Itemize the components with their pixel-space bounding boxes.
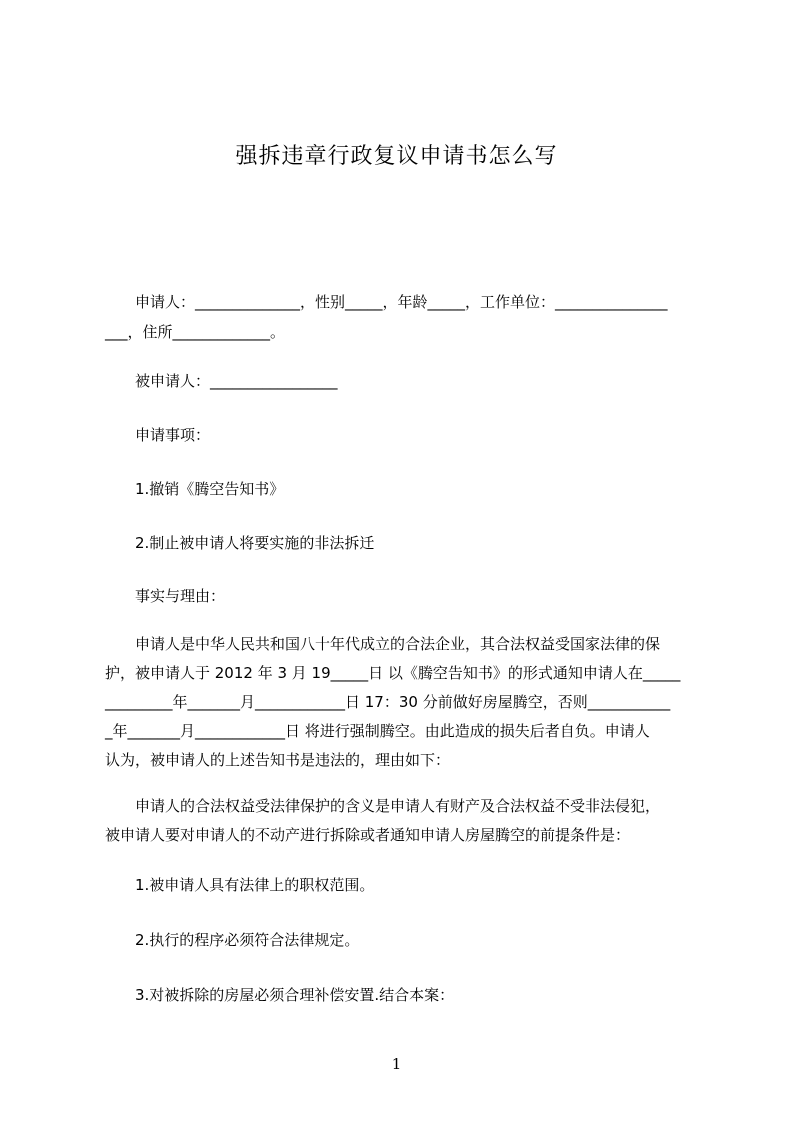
- facts-line-5: 认为，被申请人的上述告知书是违法的，理由如下：: [105, 751, 451, 769]
- facts-line-3: _________年_______月____________日 17：30 分前做好房屋腾空，否则___________: [105, 693, 671, 711]
- matter-item-2: 2.制止被申请人将要实施的非法拆迁: [135, 534, 375, 552]
- facts-heading: 事实与理由：: [135, 587, 226, 605]
- condition-item-1: 1.被申请人具有法律上的职权范围。: [135, 876, 375, 894]
- page-number: 1: [391, 1055, 402, 1073]
- facts-line-1: 申请人是中华人民共和国八十年代成立的合法企业，其合法权益受国家法律的保: [135, 635, 661, 653]
- matters-heading: 申请事项：: [135, 426, 211, 444]
- applicant-line-1: 申请人：______________，性别_____，年龄_____，工作单位：_______________: [135, 293, 668, 311]
- applicant-line-2: ___，住所_____________。: [105, 323, 286, 341]
- respondent-line: 被申请人：_________________: [135, 372, 338, 390]
- rights-line-1: 申请人的合法权益受法律保护的含义是申请人有财产及合法权益不受非法侵犯，: [135, 797, 661, 815]
- applicant-paragraph: [105, 287, 701, 347]
- facts-line-4: _年_______月____________日 将进行强制腾空。由此造成的损失后者自负。申请人: [105, 722, 650, 740]
- condition-item-3: 3.对被拆除的房屋必须合理补偿安置.结合本案：: [135, 986, 455, 1004]
- condition-item-2: 2.执行的程序必须符合法律规定。: [135, 931, 360, 949]
- facts-line-2: 护，被申请人于 2012 年 3 月 19_____日 以《腾空告知书》的形式通知申请人在_____: [105, 664, 681, 682]
- rights-paragraph: [105, 792, 701, 850]
- matter-item-1: 1.撤销《腾空告知书》: [135, 480, 285, 498]
- rights-line-2: 被申请人要对申请人的不动产进行拆除或者通知申请人房屋腾空的前提条件是：: [105, 826, 631, 844]
- facts-paragraph: [105, 630, 701, 775]
- document-title: 强拆违章行政复议申请书怎么写: [235, 144, 558, 169]
